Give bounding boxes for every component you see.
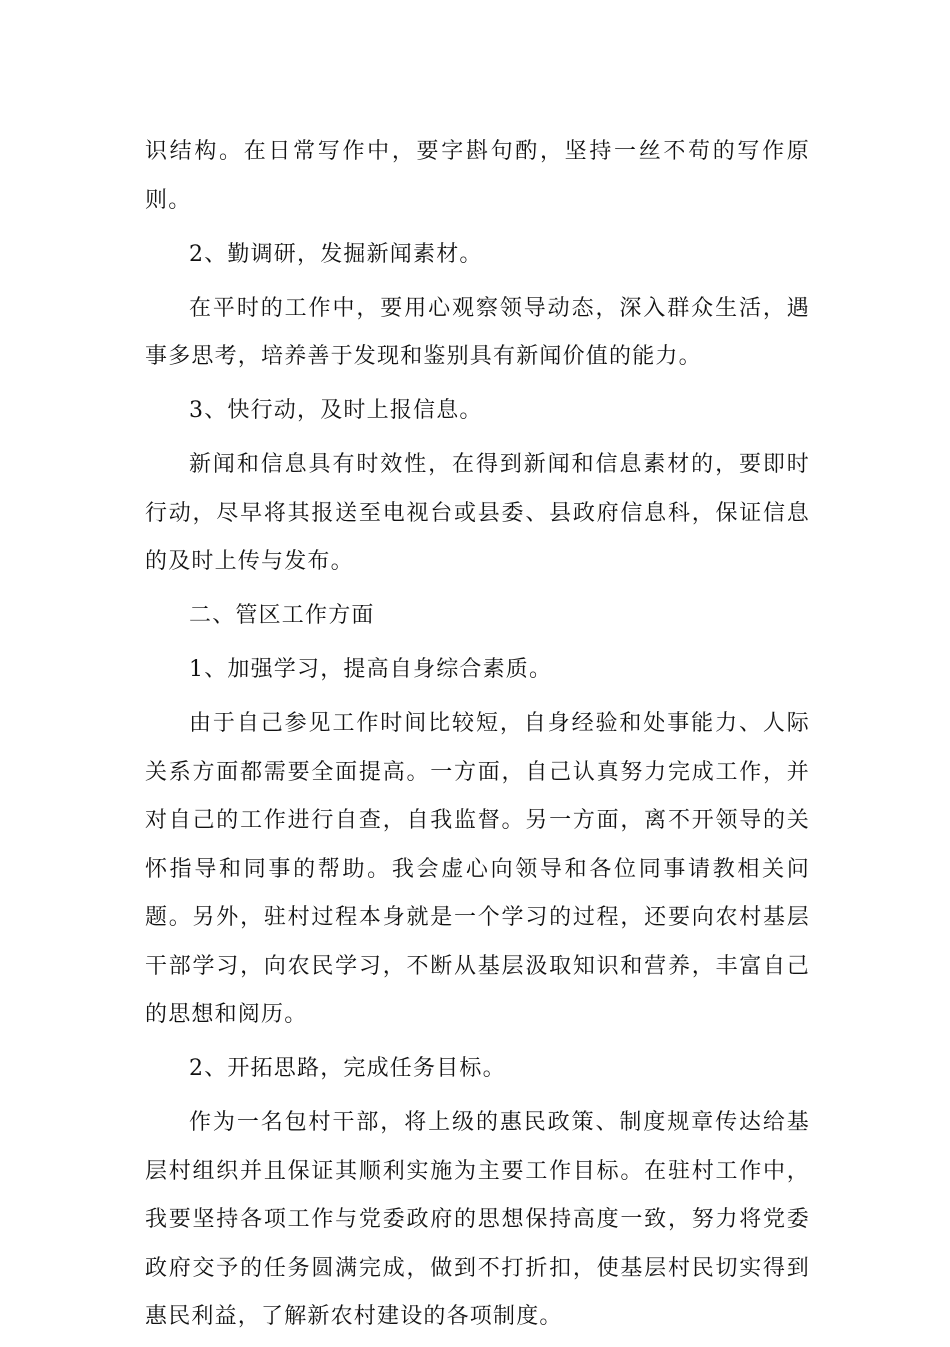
document-body xyxy=(145,128,810,1347)
subheading-1-study: 1、加强学习，提高自身综合素质。 xyxy=(189,657,553,682)
section-heading-district-work: 二、管区工作方面 xyxy=(189,603,375,628)
paragraph-continuation: 识结构。在日常写作中，要字斟句酌，坚持一丝不苟的写作原则。 xyxy=(145,139,810,213)
paragraph-action: 新闻和信息具有时效性，在得到新闻和信息素材的，要即时行动，尽早将其报送至电视台或县委、县政府信息科，保证信息的及时上传与发布。 xyxy=(145,452,810,574)
paragraph-study: 由于自己参见工作时间比较短，自身经验和处事能力、人际关系方面都需要全面提高。一方面，自己认真努力完成工作，并对自己的工作进行自查，自我监督。另一方面，离不开领导的关怀指导和同事的帮助。我会虚心向领导和各位同事请教相关问题。另外，驻村过程本身就是一个学习的过程，还要向农村基层干部学习，向农民学习，不断从基层汲取知识和营养，丰富自己的思想和阅历。 xyxy=(145,711,810,1027)
subheading-3-action: 3、快行动，及时上报信息。 xyxy=(189,398,483,423)
paragraph-goals: 作为一名包村干部，将上级的惠民政策、制度规章传达给基层村组织并且保证其顺利实施为主要工作目标。在驻村工作中，我要坚持各项工作与党委政府的思想保持高度一致，努力将党委政府交予的任务圆满完成，做到不打折扣，使基层村民切实得到惠民利益，了解新农村建设的各项制度。 xyxy=(145,1110,810,1329)
subheading-2-goals: 2、开拓思路，完成任务目标。 xyxy=(189,1056,506,1081)
subheading-2-research: 2、勤调研，发掘新闻素材。 xyxy=(189,241,483,267)
paragraph-research: 在平时的工作中，要用心观察领导动态，深入群众生活，遇事多思考，培养善于发现和鉴别具有新闻价值的能力。 xyxy=(145,295,810,369)
